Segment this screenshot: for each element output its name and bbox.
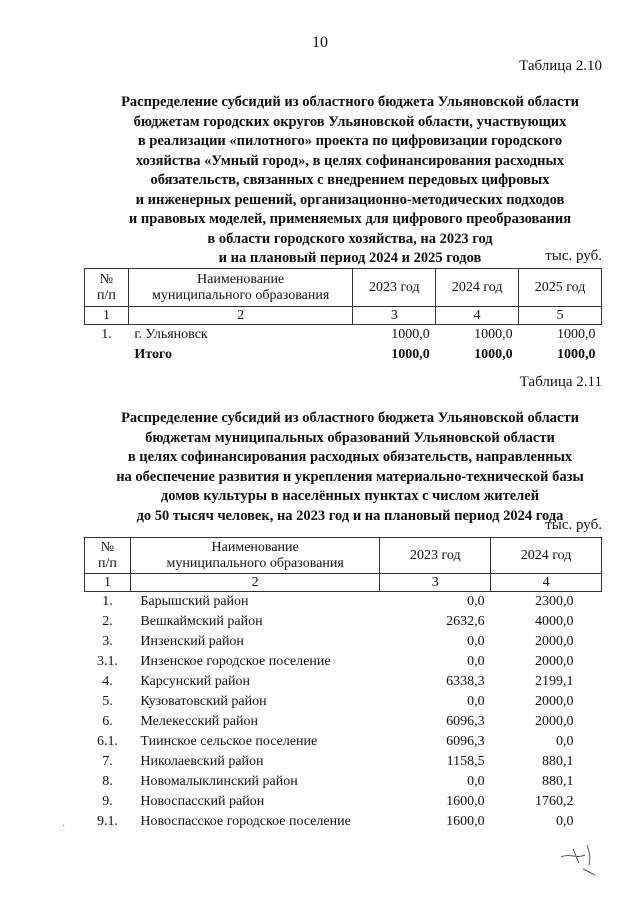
column-number: 1 bbox=[85, 307, 129, 325]
row-num: 1. bbox=[101, 327, 112, 342]
column-number: 3 bbox=[380, 574, 491, 592]
row-name: Барышский район bbox=[140, 594, 249, 609]
title-line: и на плановый период 2024 и 2025 годов bbox=[218, 250, 482, 266]
title-line: на обеспечение развития и укрепления материально-технической базы bbox=[116, 468, 584, 485]
row-value-2023: 2632,6 bbox=[446, 614, 485, 629]
total-label: Итого bbox=[134, 347, 172, 362]
header-name bbox=[130, 538, 380, 574]
column-number: 2 bbox=[130, 574, 380, 592]
row-value-2024: 2000,0 bbox=[535, 654, 574, 669]
row-num: 8. bbox=[102, 774, 113, 789]
header-name bbox=[128, 269, 353, 307]
row-name: Тиинское сельское поселение bbox=[140, 734, 318, 749]
row-value-2023: 0,0 bbox=[467, 774, 485, 789]
row-value-2023: 0,0 bbox=[467, 654, 485, 669]
row-num: 3.1. bbox=[96, 654, 118, 669]
row-value-2024: 2000,0 bbox=[535, 694, 574, 709]
title-line: Распределение субсидий из областного бюджета Ульяновской области bbox=[121, 410, 579, 426]
table-row bbox=[85, 325, 602, 346]
page-number: 10 bbox=[312, 34, 328, 51]
row-num: 1. bbox=[102, 594, 113, 609]
table-row bbox=[85, 592, 602, 613]
table-2-11-unit: тыс. руб. bbox=[545, 517, 602, 533]
row-value-2023: 1600,0 bbox=[446, 814, 485, 829]
total-value-2023: 1000,0 bbox=[391, 347, 430, 362]
row-value-2024: 0,0 bbox=[556, 814, 574, 829]
column-number: 4 bbox=[491, 574, 602, 592]
row-value-2023: 6096,3 bbox=[446, 714, 485, 729]
title-line: бюджетам городских округов Ульяновской области, участвующих bbox=[133, 113, 567, 130]
header-num-bottom: п/п bbox=[98, 555, 117, 571]
row-name: Инзенское городское поселение bbox=[140, 654, 331, 669]
table-row bbox=[85, 632, 602, 652]
row-value-2024: 1000,0 bbox=[474, 327, 513, 342]
header-num-top: № bbox=[100, 539, 115, 555]
row-num: 6.1. bbox=[96, 734, 118, 749]
table-row bbox=[85, 772, 602, 792]
row-name: Новоспасский район bbox=[140, 794, 265, 809]
table-row bbox=[85, 792, 602, 812]
row-value-2023: 6338,3 bbox=[446, 674, 485, 689]
row-value-2025: 1000,0 bbox=[557, 327, 596, 342]
row-name: Мелекесский район bbox=[140, 714, 258, 729]
row-value-2024: 2000,0 bbox=[535, 714, 574, 729]
table-row bbox=[85, 732, 602, 752]
handwritten-mark-icon bbox=[555, 835, 605, 880]
row-name: Кузоватовский район bbox=[140, 694, 267, 709]
row-name: Карсунский район bbox=[140, 674, 250, 689]
header-2024: 2024 год bbox=[491, 538, 602, 574]
header-num-bottom: п/п bbox=[97, 287, 116, 303]
table-2-11-title bbox=[80, 409, 620, 526]
row-value-2024: 880,1 bbox=[542, 754, 574, 769]
table-row bbox=[85, 672, 602, 692]
title-line: и правовых моделей, применяемых для цифрового преобразования bbox=[128, 211, 572, 227]
table-row bbox=[85, 752, 602, 772]
row-num: 9. bbox=[102, 794, 113, 809]
header-num bbox=[85, 269, 129, 307]
header-name-line1: Наименование bbox=[197, 271, 285, 287]
title-line: в области городского хозяйства, на 2023 год bbox=[207, 230, 493, 247]
total-value-2025: 1000,0 bbox=[557, 347, 596, 362]
scan-speck: · bbox=[62, 821, 66, 832]
title-line: до 50 тысяч человек, на 2023 год и на плановый период 2024 года bbox=[136, 507, 564, 524]
header-name-line2: муниципального образования bbox=[166, 555, 344, 571]
row-value-2024: 4000,0 bbox=[535, 614, 574, 629]
row-num: 5. bbox=[102, 694, 113, 709]
table-row bbox=[85, 812, 602, 832]
row-name: Вешкаймский район bbox=[140, 614, 263, 629]
row-value-2023: 1600,0 bbox=[446, 794, 485, 809]
column-number-row bbox=[85, 574, 602, 592]
column-number-row bbox=[85, 307, 602, 325]
column-number: 2 bbox=[128, 307, 353, 325]
total-value-2024: 1000,0 bbox=[474, 347, 513, 362]
row-num: 6. bbox=[102, 714, 113, 729]
table-row bbox=[85, 652, 602, 672]
row-num: 3. bbox=[102, 634, 113, 649]
title-line: и инженерных решений, организационно-методических подходов bbox=[135, 191, 565, 208]
row-value-2024: 2000,0 bbox=[535, 634, 574, 649]
row-name: Новомалыклинский район bbox=[140, 774, 298, 789]
header-2023: 2023 год bbox=[380, 538, 491, 574]
table-row bbox=[85, 692, 602, 712]
title-line: в реализации «пилотного» проекта по цифровизации городского bbox=[137, 133, 563, 149]
column-number: 4 bbox=[436, 307, 519, 325]
row-value-2023: 0,0 bbox=[467, 694, 485, 709]
column-number: 5 bbox=[519, 307, 602, 325]
row-value-2023: 0,0 bbox=[467, 634, 485, 649]
table-2-10-label: Таблица 2.10 bbox=[519, 58, 602, 74]
row-name: г. Ульяновск bbox=[134, 327, 208, 342]
title-line: домов культуры в населённых пунктах с числом жителей bbox=[160, 488, 540, 504]
title-line: хозяйства «Умный город», в целях софинансирования расходных bbox=[135, 152, 565, 169]
table-2-10-unit: тыс. руб. bbox=[545, 248, 602, 264]
total-row bbox=[85, 345, 602, 365]
header-2024: 2024 год bbox=[436, 269, 519, 307]
row-name: Новоспасское городское поселение bbox=[140, 814, 351, 829]
title-line: в целях софинансирования расходных обязательств, направленных bbox=[127, 449, 573, 465]
row-value-2023: 1158,5 bbox=[446, 754, 485, 769]
row-value-2024: 1760,2 bbox=[535, 794, 574, 809]
row-name: Николаевский район bbox=[140, 754, 264, 769]
row-value-2023: 1000,0 bbox=[391, 327, 430, 342]
column-number: 3 bbox=[353, 307, 436, 325]
title-line: Распределение субсидий из областного бюджета Ульяновской области bbox=[121, 94, 579, 110]
row-num: 4. bbox=[102, 674, 113, 689]
header-num-top: № bbox=[99, 271, 114, 287]
row-num: 2. bbox=[102, 614, 113, 629]
title-line: бюджетам муниципальных образований Ульяновской области bbox=[145, 429, 555, 446]
table-2-10-title bbox=[80, 93, 620, 269]
header-num bbox=[85, 538, 131, 574]
row-num: 9.1. bbox=[96, 814, 118, 829]
table-2-11-label: Таблица 2.11 bbox=[519, 374, 602, 390]
table-row bbox=[85, 712, 602, 732]
table-2-11 bbox=[84, 537, 602, 832]
header-name-line2: муниципального образования bbox=[152, 287, 330, 303]
row-value-2024: 880,1 bbox=[542, 774, 574, 789]
row-value-2024: 2199,1 bbox=[535, 674, 574, 689]
column-number: 1 bbox=[85, 574, 131, 592]
row-value-2024: 2300,0 bbox=[535, 594, 574, 609]
row-value-2024: 0,0 bbox=[556, 734, 574, 749]
row-name: Инзенский район bbox=[140, 634, 244, 649]
row-value-2023: 0,0 bbox=[467, 594, 485, 609]
title-line: обязательств, связанных с внедрением передовых цифровых bbox=[150, 172, 550, 188]
header-2023: 2023 год bbox=[353, 269, 436, 307]
header-2025: 2025 год bbox=[519, 269, 602, 307]
row-value-2023: 6096,3 bbox=[446, 734, 485, 749]
row-num: 7. bbox=[102, 754, 113, 769]
header-name-line1: Наименование bbox=[211, 539, 299, 555]
table-row bbox=[85, 612, 602, 632]
table-2-10 bbox=[84, 268, 602, 365]
